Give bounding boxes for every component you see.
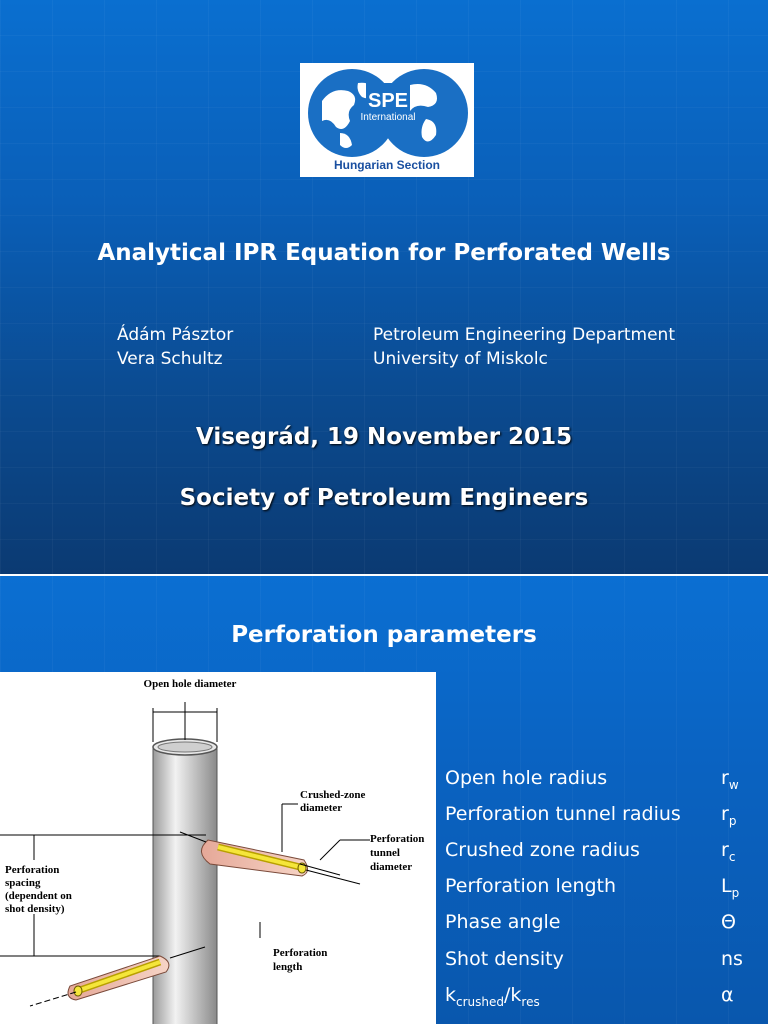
affiliation-2: University of Miskolc <box>373 349 548 369</box>
label-spacing-4: shot density) <box>5 903 65 915</box>
perforation-slide <box>0 576 768 1024</box>
author-2: Vera Schultz <box>117 349 223 369</box>
presentation-title: Analytical IPR Equation for Perforated Wells <box>97 240 671 266</box>
label-open-hole: Open hole diameter <box>143 678 237 690</box>
param-label: Crushed zone radius <box>445 839 640 861</box>
place-date: Visegrád, 19 November 2015 <box>195 424 573 450</box>
wellbore-diagram <box>0 672 436 1024</box>
param-label: Perforation tunnel radius <box>445 803 681 825</box>
param-symbol: α <box>721 984 734 1006</box>
author-1: Ádám Pásztor <box>117 325 234 345</box>
label-tunnel-2: tunnel <box>370 847 400 859</box>
param-label: Perforation length <box>445 875 617 897</box>
label-spacing-2: spacing <box>5 877 41 889</box>
spe-globe-icon <box>300 63 474 177</box>
param-symbol: $r_c$ <box>721 839 736 864</box>
label-length-2: length <box>273 961 303 973</box>
logo-brand-text: SPE <box>367 90 409 112</box>
param-symbol: $r_p$ <box>721 803 737 828</box>
author-list <box>117 323 233 371</box>
param-symbol: ns <box>721 948 743 970</box>
slide-title: Perforation parameters <box>231 622 537 648</box>
param-label: Open hole radius <box>445 767 608 789</box>
label-tunnel-3: diameter <box>370 861 413 873</box>
label-crushed-2: diameter <box>300 802 343 814</box>
affiliation-list <box>373 323 675 371</box>
param-symbol: $r_w$ <box>721 767 739 792</box>
label-tunnel-1: Perforation <box>370 833 425 845</box>
label-spacing-1: Perforation <box>5 864 60 876</box>
label-crushed-1: Crushed-zone <box>300 789 366 801</box>
param-label: Phase angle <box>445 911 561 933</box>
logo-section-text: Hungarian Section <box>333 158 441 172</box>
perforation-diagram <box>0 672 436 1024</box>
label-length-1: Perforation <box>273 947 328 959</box>
param-symbol: Θ <box>721 911 736 933</box>
spe-logo <box>300 63 474 177</box>
param-symbol: $L_p$ <box>721 875 740 900</box>
label-spacing-3: (dependent on <box>5 890 72 902</box>
logo-subbrand-text: International <box>360 112 416 123</box>
param-label: Shot density <box>445 948 564 970</box>
param-label: $k_{crushed}/k_{res}$ <box>445 984 540 1009</box>
affiliation-1: Petroleum Engineering Department <box>373 325 675 345</box>
organization-name: Society of Petroleum Engineers <box>179 485 589 511</box>
